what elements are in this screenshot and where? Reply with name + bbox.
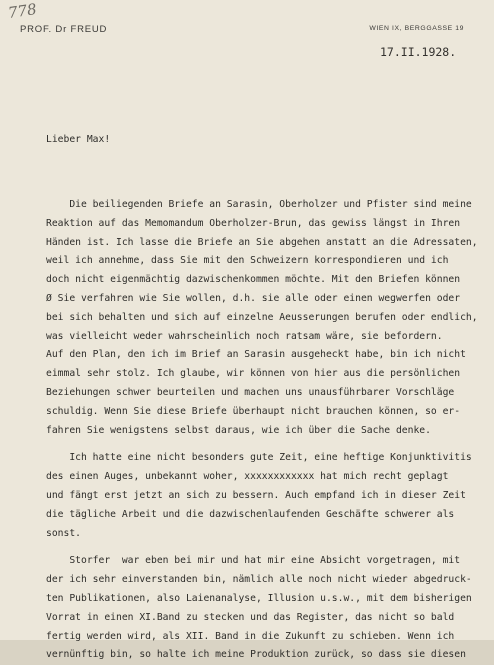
text-line: eimmal sehr stolz. Ich glaube, wir können von hier aus die persönlichen	[46, 368, 461, 380]
letterhead-address: WIEN IX, BERGGASSE 19	[369, 25, 464, 32]
text-line: Reaktion auf das Memomandum Oberholzer-Brun, das gewiss längst in Ihren	[46, 217, 461, 229]
text-line: Die beiliegenden Briefe an Sarasin, Oberholzer und Pfister sind meine	[46, 198, 472, 210]
letterhead-sender: PROF. Dr FREUD	[20, 24, 108, 35]
text-line: Beziehungen schwer beurteilen und machen uns unausführbarer Vorschläge	[46, 386, 455, 398]
text-line: der ich sehr einverstanden bin, nämlich alle noch nicht wieder abgedruck-	[46, 574, 472, 586]
text-line: und fängt erst jetzt an sich zu bessern. Auch empfand ich in dieser Zeit	[46, 489, 466, 501]
letter-body	[46, 93, 476, 665]
text-line: fertig werden wird, als XII. Band in die Zukunft zu schieben. Wenn ich	[46, 630, 455, 642]
salutation: Lieber Max!	[46, 133, 111, 145]
pencil-note: 778	[6, 0, 38, 22]
text-line: weil ich annehme, dass Sie mit den Schweizern korrespondieren und ich	[46, 255, 449, 267]
text-line: Händen ist. Ich lasse die Briefe an Sie abgehen anstatt an die Adressaten,	[46, 236, 478, 248]
text-line: bei sich behalten und sich auf einzelne Aeusserungen berufen oder endlich,	[46, 311, 478, 323]
text-line: Ich hatte eine nicht besonders gute Zeit, eine heftige Konjunktivitis	[46, 452, 472, 464]
text-line: vernünftig bin, so halte ich meine Produktion zurück, so dass sie diesen	[46, 649, 466, 661]
text-line: Storfer war eben bei mir und hat mir eine Absicht vorgetragen, mit	[46, 555, 461, 567]
text-line: schuldig. Wenn Sie diese Briefe überhaupt nicht brauchen können, so er-	[46, 405, 461, 417]
text-line: fahren Sie wenigstens selbst daraus, wie ich über die Sache denke.	[46, 424, 431, 436]
text-line: was vielleicht weder wahrscheinlich noch ratsam wäre, sie befordern.	[46, 330, 443, 342]
text-line: doch nicht eigenmächtig dazwischenkommen möchte. Mit den Briefen können	[46, 274, 461, 286]
text-line: Auf den Plan, den ich im Brief an Sarasin ausgeheckt habe, bin ich nicht	[46, 349, 466, 361]
text-line: des einen Auges, unbekannt woher, xxxxxxxxxxxx hat mich recht geplagt	[46, 471, 449, 483]
text-line: Ø Sie verfahren wie Sie wollen, d.h. sie alle oder einen wegwerfen oder	[46, 292, 461, 304]
text-line: ten Publikationen, also Laienanalyse, Illusion u.s.w., mit dem bisherigen	[46, 592, 472, 604]
text-line: die tägliche Arbeit und die dazwischenlaufenden Geschäfte schwerer als	[46, 508, 455, 520]
letter-date: 17.II.1928.	[380, 45, 457, 59]
text-line: sonst.	[46, 527, 81, 539]
text-line: Vorrat in einen XI.Band zu stecken und das Register, das nicht so bald	[46, 611, 455, 623]
